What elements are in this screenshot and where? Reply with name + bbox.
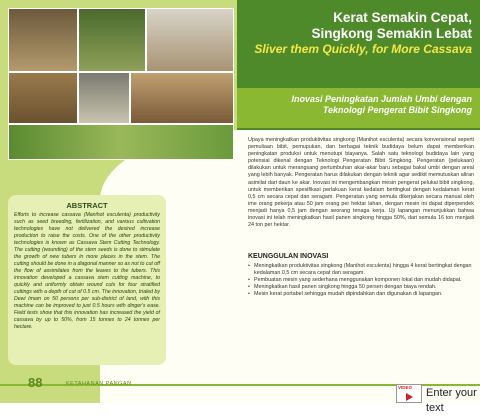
title-line-1: Kerat Semakin Cepat, xyxy=(333,10,472,25)
banner-line-1: Inovasi Peningkatan Jumlah Umbi dengan xyxy=(291,94,472,104)
banner-line-2: Teknologi Pengerat Bibit Singkong xyxy=(322,105,472,115)
list-item: • Meningkatkan hasil panen singkong hingga 50 persen dengan biaya rendah. xyxy=(248,284,474,291)
abstract-box xyxy=(8,195,166,365)
list-item: • Mesin kerat portabel sehingga mudah dipindahkan dan digunakan di lapangan. xyxy=(248,291,474,298)
photo-field xyxy=(8,124,234,160)
play-icon[interactable] xyxy=(406,393,413,401)
video-thumbnail[interactable] xyxy=(396,384,422,403)
title-block xyxy=(247,10,472,57)
key-advantages-heading: KEUNGGULAN INOVASI xyxy=(248,253,329,260)
photo-cutting-machine xyxy=(78,72,130,124)
enter-text-placeholder[interactable]: Enter your text xyxy=(426,387,477,414)
abstract-heading: ABSTRACT xyxy=(66,201,108,210)
body-text-column xyxy=(248,137,474,229)
photo-collage xyxy=(8,8,232,158)
photo-cassava-stems xyxy=(8,8,78,72)
abstract-text: Efforts to increase cassava (Manihot esculenta) productivity such as seed breeding, fertilization, and various cultivation technologies have not delivered the desired increase production to raise the costs. One of the other productivity technologies is known as Cassava Stem Cutting Technology. The cutting (wounding) of the stem seeds is done to stimulate the growth of new tubers in more places in the stem. The cutting should be done in a diagonal manner so as not to cut off the flow of assimilates from the leaves to the tubers. This innovation developed a cassava stem cutting machine, to quickly and uniformly obtain wound cuts for four stratified cuttings with a depth of cut of 0.5 cm. The innovation, trialed by Dewi Imam on 50 persons per sub-district of land, with this machine can be improved to just 0.5 hours with dinger's ease. Field tests show that this innovation has increased the yield of cassava by up to 50%, from 15 tonnes to 24 tonnes per hectare. xyxy=(14,212,160,330)
video-label: VIDEO xyxy=(398,385,413,390)
photo-cassava-sprouts xyxy=(78,8,146,72)
photo-cassava-tubers xyxy=(8,72,78,124)
list-item: • Meningkatkan produktivitas singkong (Manihot esculenta) hingga 4 kerat bertingkat dengan kedalaman 0,5 cm secara cepat dan seragam. xyxy=(248,263,474,277)
key-advantages-list xyxy=(248,263,474,298)
list-item: • Pembuatan mesin yang sederhana menggunakan komponen lokal dan mudah didapat. xyxy=(248,277,474,284)
banner-text xyxy=(240,94,472,116)
photo-cassava-roots xyxy=(146,8,234,72)
title-english: Sliver them Quickly, for More Cassava xyxy=(254,42,472,56)
page-number: 88 xyxy=(28,375,43,390)
body-paragraph: Upaya meningkatkan produktivitas singkong (Manihot esculenta) secara konvensional seperti pemuliaan bibit, pemupukan, dan berbagai teknik budidaya belum dapat memberikan peningkatan produksi untuk menutupi biayanya. Salah satu teknologi budidaya lain yang potensial dikenal dengan Teknologi Pengeratan Bibit Singkong. Pengeratan (pelukaan) dilakukan untuk merangsang pertumbuhan akar-akar baru sebagai bakal umbi dengan areal yang lebih banyak. Pengeratan harus dilakukan dengan teknik agar sedikit memutuskan aliran asimilat dari daun ke akar. Inovasi ini mengembangkan mesin pengerat pelukai bibit singkong, untuk memberikan spesifikasi perlakuan kerat kedalam bertingkat dengan kedalaman kerat 0,5 cm secara cepat dan seragam. Pengeratan yang semula dikerjakan secara manual oleh ime orang pekerja atau 50 jam orang per hektar lahan, dengan mesin ini dapat diperpendek menjadi hanya 0,5 jam dengan seorang tenaga kerja. Uji lapangan menunjukkan bahwa inovasi ini telah meningkatkan hasil panen singkong hingga 50%, dari semula 16 ton menjadi 24 ton per hektar. xyxy=(248,137,474,229)
title-line-2: Singkong Semakin Lebat xyxy=(311,26,472,41)
photo-cassava-harvest xyxy=(130,72,234,124)
footer-section-label: KETAHANAN PANGAN xyxy=(66,381,132,387)
